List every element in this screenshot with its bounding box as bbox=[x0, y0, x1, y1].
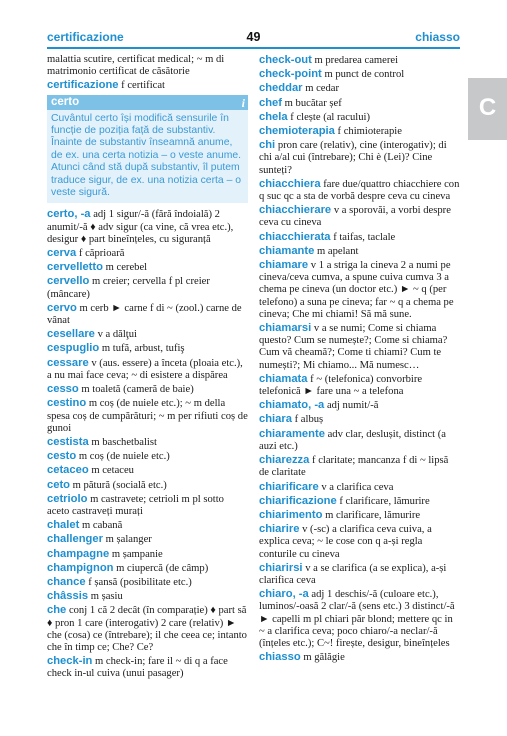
dictionary-entry bbox=[259, 588, 460, 650]
entry-headword: chiacchiera bbox=[259, 177, 321, 190]
entry-definition: f claritate; mancanza f di ~ lipsă de claritate bbox=[259, 455, 449, 479]
entry-definition: m cedar bbox=[305, 83, 340, 95]
entry-headword: chalet bbox=[47, 519, 80, 532]
dictionary-entry bbox=[47, 342, 248, 355]
dictionary-entry bbox=[259, 245, 460, 258]
entry-headword: chiamarsi bbox=[259, 322, 312, 335]
dictionary-entry bbox=[259, 139, 460, 177]
right-guide-word: chiasso bbox=[415, 30, 460, 44]
entry-definition: v a sporovăi, a vorbi despre ceva cu cineva bbox=[259, 205, 451, 229]
entry-headword: chela bbox=[259, 110, 288, 123]
dictionary-entry bbox=[259, 523, 460, 561]
entry-headword: chiarirsi bbox=[259, 561, 303, 574]
entry-headword: chef bbox=[259, 96, 283, 109]
dictionary-entry bbox=[259, 413, 460, 426]
entry-definition: m șalanger bbox=[105, 534, 152, 546]
entry-headword: chiacchierata bbox=[259, 230, 331, 243]
entry-headword: cetaceo bbox=[47, 464, 89, 477]
entry-headword: che bbox=[47, 604, 67, 617]
entry-headword: cervelletto bbox=[47, 261, 103, 274]
dictionary-entry bbox=[47, 247, 248, 260]
entry-headword: chiamante bbox=[259, 244, 315, 257]
left-guide-word: certificazione bbox=[47, 30, 124, 44]
entry-definition: fare due/quattro chiacchiere con q suc qc a sta de vorbă despre ceva cu cineva bbox=[259, 178, 460, 203]
entry-headword: champignon bbox=[47, 561, 114, 574]
entry-headword: certo, -a bbox=[47, 208, 91, 221]
dictionary-entry bbox=[47, 54, 248, 78]
entry-headword: chiacchierare bbox=[259, 204, 332, 217]
right-column bbox=[259, 54, 460, 665]
entry-definition: m check-in; fare il ~ di q a face check in-ul cuiva (unui pasager) bbox=[47, 656, 228, 680]
entry-headword: cheddar bbox=[259, 82, 303, 95]
usage-note-body: Cuvântul certo își modifică sensurile în funcție de poziția față de substantiv. Înainte de substantiv înseamnă anume, de ex. una certa notizia – o veste anume. Atunci când stă după substantiv, îl putem traduce sigur, de ex. una notizia certa – o veste sigură. bbox=[51, 112, 242, 199]
dictionary-entry bbox=[259, 509, 460, 522]
entry-definition: m bucătar șef bbox=[284, 97, 342, 109]
entry-definition: f albuș bbox=[294, 414, 324, 426]
dictionary-entry bbox=[47, 302, 248, 327]
dictionary-entry bbox=[259, 111, 460, 124]
dictionary-entry bbox=[47, 383, 248, 396]
dictionary-entry bbox=[47, 261, 248, 274]
entry-headword: cervo bbox=[47, 301, 77, 314]
dictionary-entry bbox=[259, 231, 460, 244]
dictionary-entry bbox=[47, 604, 248, 654]
entry-headword: chiarimento bbox=[259, 508, 323, 521]
dictionary-entry bbox=[259, 322, 460, 372]
entry-definition: m șampanie bbox=[111, 548, 163, 560]
entry-definition: f chimioterapie bbox=[337, 126, 402, 138]
dictionary-entry bbox=[47, 275, 248, 300]
entry-definition: v (aus. essere) a înceta (ploaia etc.), a nu mai face ceva; ~ di esistere a dispărea bbox=[47, 357, 243, 381]
entry-definition: adj 1 sigur/-ă (fără îndoială) 2 anumit/-ă ♦ adv sigur (ca vine, că vrea etc.), desigur ♦ part bineînțeles, cu siguranță bbox=[47, 209, 234, 245]
entry-definition: v a clarifica ceva bbox=[321, 481, 394, 493]
dictionary-entry bbox=[47, 357, 248, 382]
entry-definition: adv clar, deslușit, distinct (a auzi etc.) bbox=[259, 428, 447, 452]
entry-headword: chiamare bbox=[259, 259, 309, 272]
entry-headword: cessare bbox=[47, 356, 89, 369]
entry-definition: f certificat bbox=[121, 80, 165, 92]
entry-definition: m baschetbalist bbox=[91, 436, 157, 448]
entry-headword: chiaro, -a bbox=[259, 588, 309, 601]
entry-definition: m punct de control bbox=[324, 69, 405, 81]
alphabet-thumb-tab bbox=[468, 78, 507, 140]
dictionary-entry bbox=[259, 178, 460, 203]
entry-headword: ceto bbox=[47, 478, 71, 491]
dictionary-entry bbox=[259, 399, 460, 412]
dictionary-entry bbox=[47, 548, 248, 561]
usage-note-box bbox=[47, 95, 248, 204]
entry-headword: cerva bbox=[47, 247, 77, 260]
left-column bbox=[47, 54, 248, 682]
entry-headword: cesto bbox=[47, 450, 77, 463]
dictionary-entry bbox=[259, 481, 460, 494]
entry-definition: m pătură (socială etc.) bbox=[72, 479, 167, 491]
entry-definition: m ciupercă (de câmp) bbox=[116, 562, 209, 574]
dictionary-entry bbox=[47, 436, 248, 449]
entry-definition: v a se numi; Come si chiama questo? Cum se numește?; Come si chiama? Cum vă cheamă?; Come ti chiami? Cum te numești?; Mi chiamo... Mă numesc… bbox=[259, 323, 448, 371]
entry-definition: adj numit/-ă bbox=[326, 400, 379, 412]
dictionary-entry bbox=[259, 97, 460, 110]
entry-definition: v a se clarifica (a se explica), a-și clarifica ceva bbox=[259, 562, 447, 586]
entry-definition: m apelant bbox=[317, 245, 359, 257]
usage-note-title bbox=[47, 95, 248, 110]
entry-headword: chiamato, -a bbox=[259, 399, 325, 412]
entry-definition: conj 1 că 2 decât (în comparație) ♦ part să ♦ pron 1 care (interogativ) 2 care (relativ) ► che (cosa) ce (întrebare); il che ceea ce; intanto che în timp ce; Che? Ce? bbox=[47, 605, 247, 653]
entry-headword: cesellare bbox=[47, 328, 95, 341]
entry-headword: cesso bbox=[47, 383, 79, 396]
entry-headword: check-in bbox=[47, 655, 93, 668]
entry-definition: m coș (de nuiele etc.) bbox=[78, 451, 170, 463]
entry-headword: chiaramente bbox=[259, 427, 325, 440]
entry-definition: m coș (de nuiele etc.); ~ m della spesa coș de cumpărături; ~ m per rifiuti coș de gunoi bbox=[47, 398, 248, 434]
entry-definition: m toaletă (cameră de baie) bbox=[81, 384, 194, 396]
dictionary-entry bbox=[259, 454, 460, 479]
dictionary-entry bbox=[47, 493, 248, 518]
entry-headword: cestino bbox=[47, 397, 87, 410]
entry-definition: v a dălţui bbox=[97, 329, 137, 341]
entry-headword: champagne bbox=[47, 547, 110, 560]
entry-headword: chiarificazione bbox=[259, 494, 337, 507]
entry-definition: m cetaceu bbox=[91, 465, 134, 477]
entry-headword: chiarire bbox=[259, 523, 300, 536]
dictionary-entry bbox=[259, 204, 460, 229]
entry-headword: chance bbox=[47, 575, 86, 588]
entry-definition: f taifas, taclale bbox=[333, 231, 396, 243]
dictionary-entry bbox=[259, 428, 460, 453]
running-header bbox=[47, 30, 460, 48]
entry-definition: m creier; cervella f pl creier (mâncare) bbox=[47, 276, 210, 300]
entry-headword: chiamata bbox=[259, 372, 308, 385]
entry-definition: f clește (al racului) bbox=[290, 111, 370, 123]
entry-definition: m cerb ► carne f di ~ (zool.) carne de vânat bbox=[47, 302, 242, 327]
entry-definition: v 1 a striga la cineva 2 a numi pe cineva/ceva cumva, a spune cuiva cumva 3 a chema pe cineva (un doctor etc.) ► ~ q (per telefono) a suna pe cineva; far ~ q a chema pe cineva; Che mi chiami! Să mă sune. bbox=[259, 260, 454, 320]
entry-headword: challenger bbox=[47, 533, 103, 546]
entry-headword: cervello bbox=[47, 275, 90, 288]
entry-headword: chiarezza bbox=[259, 454, 310, 467]
entry-definition: adj 1 deschis/-ă (culoare etc.), luminos/-oasă 2 clar/-ă (sens etc.) 3 distinct/-ă ► capelli m pl chiari păr blond; mettere qc in ~ a clarifica ceva; poco chiaro/-a neclar/-ă (înțeles etc.); C~! firește, desigur, bineînțeles bbox=[259, 589, 455, 649]
entry-definition: f ~ (telefonica) convorbire telefonică ► fare una ~ a telefona bbox=[259, 373, 423, 398]
dictionary-entry bbox=[259, 68, 460, 81]
dictionary-entry bbox=[259, 54, 460, 67]
entry-definition: m cabană bbox=[82, 520, 123, 532]
dictionary-entry bbox=[259, 82, 460, 95]
dictionary-entry bbox=[259, 651, 460, 664]
header-rule bbox=[47, 47, 460, 49]
entry-definition: malattia scutire, certificat medical; ~ m di matrimonio certificat de căsătorie bbox=[47, 54, 225, 78]
dictionary-entry bbox=[47, 208, 248, 246]
entry-definition: m castravete; cetrioli m pl sotto aceto castraveți murați bbox=[47, 493, 224, 517]
entry-headword: cetriolo bbox=[47, 492, 88, 505]
dictionary-entry bbox=[47, 328, 248, 341]
entry-headword: check-point bbox=[259, 68, 322, 81]
dictionary-entry bbox=[259, 562, 460, 587]
dictionary-entry bbox=[47, 576, 248, 589]
dictionary-entry bbox=[47, 79, 248, 92]
entry-definition: m gălăgie bbox=[303, 652, 345, 664]
entry-headword: châssis bbox=[47, 590, 89, 603]
dictionary-entry bbox=[259, 373, 460, 398]
thumb-tab-letter: C bbox=[478, 94, 497, 121]
entry-headword: cestista bbox=[47, 435, 89, 448]
entry-definition: m șasiu bbox=[90, 591, 123, 603]
entry-headword: chemioterapia bbox=[259, 125, 335, 138]
entry-headword: chiasso bbox=[259, 651, 301, 664]
entry-definition: m tufă, arbust, tufiş bbox=[101, 343, 185, 355]
entry-definition: m predarea camerei bbox=[314, 55, 399, 66]
dictionary-entry bbox=[259, 125, 460, 138]
dictionary-entry bbox=[47, 479, 248, 492]
entry-definition: m clarificare, lămurire bbox=[325, 509, 421, 521]
dictionary-entry bbox=[259, 259, 460, 321]
dictionary-entry bbox=[47, 533, 248, 546]
entry-headword: check-out bbox=[259, 54, 312, 66]
page-number: 49 bbox=[246, 30, 261, 44]
entry-headword: chiara bbox=[259, 413, 292, 426]
dictionary-entry bbox=[47, 397, 248, 435]
entry-definition: pron care (relativ), cine (interogativ); di chi a/al cui (întrebare); Chi è (Lei)? Cine sunteți? bbox=[259, 140, 447, 176]
entry-definition: f clarificare, lămurire bbox=[339, 495, 430, 507]
dictionary-entry bbox=[47, 590, 248, 603]
entry-definition: f șansă (posibilitate etc.) bbox=[88, 576, 192, 588]
info-icon: i bbox=[241, 95, 245, 110]
dictionary-entry bbox=[47, 655, 248, 680]
entry-headword: chi bbox=[259, 139, 276, 152]
entry-headword: chiarificare bbox=[259, 480, 319, 493]
entry-definition: m cerebel bbox=[105, 262, 148, 274]
dictionary-entry bbox=[259, 495, 460, 508]
dictionary-entry bbox=[47, 450, 248, 463]
entry-definition: v (-sc) a clarifica ceva cuiva, a explica ceva; ~ le cose con q a-și regla conturile cu cineva bbox=[259, 524, 432, 560]
entry-definition: f căprioară bbox=[78, 248, 125, 260]
dictionary-entry bbox=[47, 519, 248, 532]
entry-headword: cespuglio bbox=[47, 342, 100, 355]
dictionary-entry bbox=[47, 464, 248, 477]
usage-note-title-text: certo bbox=[51, 95, 80, 108]
entry-headword: certificazione bbox=[47, 79, 119, 92]
dictionary-entry bbox=[47, 562, 248, 575]
